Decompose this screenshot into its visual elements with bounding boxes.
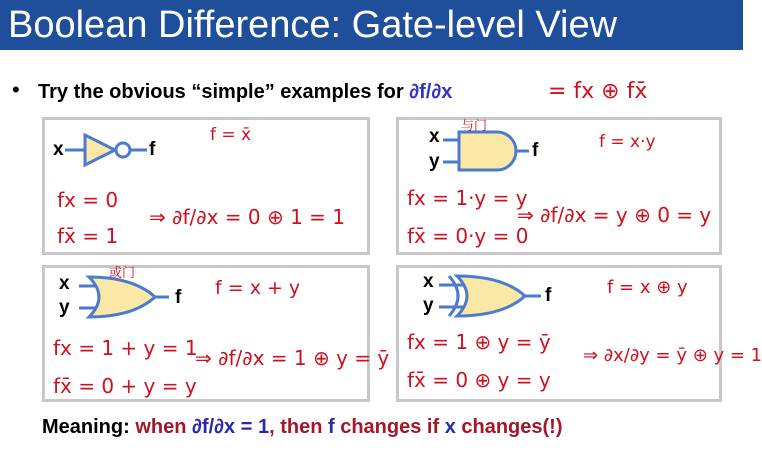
meaning-equals: = 1: [240, 416, 270, 438]
meaning-comma: ,: [269, 416, 275, 438]
and-output-label: f: [532, 140, 539, 161]
panel-or: [42, 265, 390, 402]
and-result: ⇒ ∂f/∂x = y ⊕ 0 = y: [517, 203, 712, 227]
meaning-label: Meaning:: [42, 416, 130, 438]
xor-result: ⇒ ∂x/∂y = ȳ ⊕ y = 1: [583, 345, 762, 366]
meaning-term: ∂f/∂x: [192, 416, 236, 438]
meaning-line: [42, 414, 563, 440]
not-equation-note: f = x̄: [210, 125, 252, 145]
or-fxbar: fx̄ = 0 + y = y: [53, 374, 197, 398]
not-output-label: f: [149, 139, 156, 160]
or-equation-note: f = x + y: [215, 277, 301, 299]
not-result: ⇒ ∂f/∂x = 0 ⊕ 1 = 1: [149, 205, 346, 229]
and-fx: fx = 1·y = y: [407, 186, 528, 210]
bullet-term: ∂f/∂x: [409, 81, 453, 103]
bullet-handwritten-formula: = fx ⊕ fx̄: [548, 79, 648, 104]
bullet-quoted: “simple”: [191, 81, 275, 103]
bullet-marker: •: [12, 77, 20, 102]
and-fxbar: fx̄ = 0·y = 0: [407, 224, 529, 248]
or-gate-note: 或门: [109, 266, 136, 281]
panel-xor: [396, 265, 762, 402]
slide-title: Boolean Difference: Gate-level View: [8, 4, 618, 46]
xor-input2-label: y: [423, 295, 434, 316]
meaning-changes-if: changes if: [340, 416, 440, 438]
or-input2-label: y: [59, 297, 70, 318]
title-bar: [0, 0, 743, 50]
not-fx: fx = 0: [57, 188, 119, 212]
or-fx: fx = 1 + y = 1: [53, 336, 198, 360]
and-gate-note: 与门: [461, 119, 488, 134]
meaning-x: x: [444, 416, 456, 438]
bullet-text: [38, 80, 452, 104]
not-fxbar: fx̄ = 1: [57, 224, 119, 248]
xor-fxbar: fx̄ = 0 ⊕ y = y: [407, 368, 551, 392]
panel-and: [396, 117, 722, 255]
meaning-changes: changes(!): [461, 416, 563, 438]
xor-input1-label: x: [423, 271, 434, 292]
meaning-when: when: [135, 416, 187, 438]
and-equation-note: f = x·y: [599, 132, 656, 152]
not-input-label: x: [53, 139, 64, 160]
xor-gate-icon: [437, 270, 557, 320]
xor-fx: fx = 1 ⊕ y = ȳ: [407, 330, 551, 354]
meaning-f: f: [327, 416, 335, 438]
bullet-suffix: examples for: [280, 81, 404, 103]
and-input2-label: y: [429, 151, 440, 172]
panel-not: [42, 117, 370, 255]
bullet-prefix: Try the obvious: [38, 81, 186, 103]
meaning-then: then: [280, 416, 323, 438]
xor-equation-note: f = x ⊕ y: [607, 277, 688, 298]
or-result: ⇒ ∂f/∂x = 1 ⊕ y = ȳ: [195, 346, 390, 370]
not-gate-icon: [65, 130, 175, 170]
and-input1-label: x: [429, 126, 440, 147]
or-input1-label: x: [59, 273, 70, 294]
xor-output-label: f: [545, 285, 552, 306]
or-output-label: f: [175, 287, 182, 308]
